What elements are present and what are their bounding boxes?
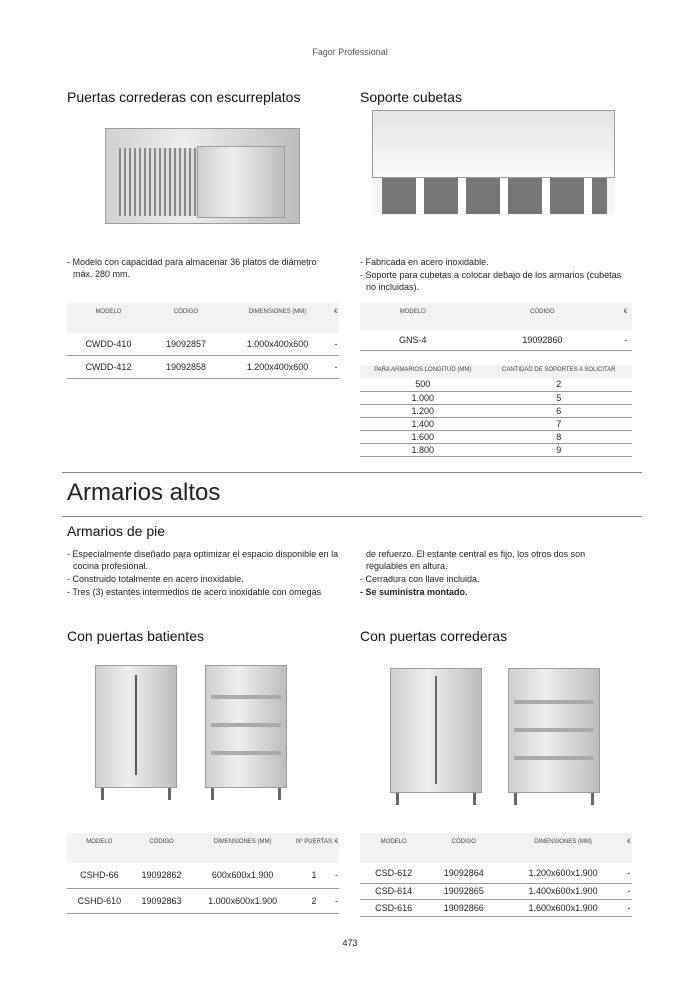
table-row: CSD-612 19092864 1.200x600x1.900 - bbox=[360, 863, 632, 883]
table-row: 1.600 8 bbox=[360, 430, 632, 443]
table-row: CSHD-66 19092862 600x600x1.900 1 - bbox=[67, 863, 339, 888]
table-row: 1.200 6 bbox=[360, 404, 632, 417]
divider bbox=[62, 472, 642, 473]
table-row: 1.800 9 bbox=[360, 443, 632, 456]
section-bullets-right: de refuerzo. El estante central es fijo, los otros dos son regulables en altura. - Cerradura con llave incluida. - Se suministra montado. bbox=[360, 549, 586, 597]
section-subtitle: Armarios de pie bbox=[67, 523, 166, 539]
cubetas-title: Soporte cubetas bbox=[360, 89, 462, 105]
section-bullets-left: - Especialmente diseñado para optimizar el espacio disponible en la cocina profesional. - Construido totalmente en acero inoxidable. - Tres (3) estantes intermedios de acero inoxidable con omegas bbox=[67, 549, 339, 597]
section-title: Armarios altos bbox=[67, 479, 221, 506]
table-row: 1.000 5 bbox=[360, 391, 632, 404]
table-row: CSHD-610 19092863 1.000x600x1.900 2 - bbox=[67, 888, 339, 913]
escurreplatos-cabinet-image bbox=[105, 128, 300, 232]
table-row: 500 2 bbox=[360, 378, 632, 391]
table-row: CWDD-412 19092858 1.200x400x600 - bbox=[67, 355, 339, 378]
cubetas-bullets: - Fabricada en acero inoxidable. - Soporte para cubetas a colocar debajo de los armarios (cubetas no incluidas). bbox=[360, 257, 622, 292]
correderas-title: Con puertas correderas bbox=[360, 628, 508, 644]
table-row: CWDD-410 19092857 1.000x400x600 - bbox=[67, 333, 339, 355]
correderas-table: MODELO CÓDIGO DIMENSIONES (MM) € CSD-612 19092864 1.200x600x1.900 - CSD-614 19092865 1.400x600x1.900 - CSD-616 19092866 1.600x600x1.900 - bbox=[360, 833, 632, 917]
sliding-cabinet-open-image bbox=[508, 668, 600, 805]
table-row: CSD-616 19092866 1.600x600x1.900 - bbox=[360, 899, 632, 916]
page-number: 473 bbox=[342, 938, 358, 948]
escurreplatos-bullets: - Modelo con capacidad para almacenar 36 platos de diámetro máx. 280 mm. bbox=[67, 257, 317, 279]
batientes-table: MODELO CÓDIGO DIMENSIONES (MM) Nº PUERTAS € CSHD-66 19092862 600x600x1.900 1 - CSHD-610 19092863 1.000x600x1.900 2 - bbox=[67, 833, 339, 914]
cabinet-closed-image bbox=[95, 665, 177, 800]
table-row: GNS-4 19092860 - bbox=[360, 330, 632, 350]
table-row: 1.400 7 bbox=[360, 417, 632, 430]
sliding-cabinet-closed-image bbox=[390, 668, 482, 805]
page-header: Fagor Professional bbox=[312, 47, 388, 57]
escurreplatos-table: MODELO CÓDIGO DIMENSIONES (MM) € CWDD-410 19092857 1.000x400x600 - CWDD-412 19092858 1.200x400x600 - bbox=[67, 303, 339, 379]
table-row: CSD-614 19092865 1.400x600x1.900 - bbox=[360, 883, 632, 899]
divider bbox=[62, 516, 642, 517]
cabinet-open-image bbox=[205, 665, 287, 800]
batientes-title: Con puertas batientes bbox=[67, 628, 204, 644]
escurreplatos-title: Puertas correderas con escurreplatos bbox=[67, 89, 301, 105]
cubetas-support-image bbox=[372, 110, 615, 215]
cubetas-table: MODELO CÓDIGO € GNS-4 19092860 - bbox=[360, 303, 632, 351]
cubetas-length-table: PARA ARMARIOS LONGITUD (MM) CANTIDAD DE SOPORTES A SOLICITAR 500 2 1.000 5 1.200 6 1.400 7 1.600 8 1.800 9 bbox=[360, 365, 632, 457]
